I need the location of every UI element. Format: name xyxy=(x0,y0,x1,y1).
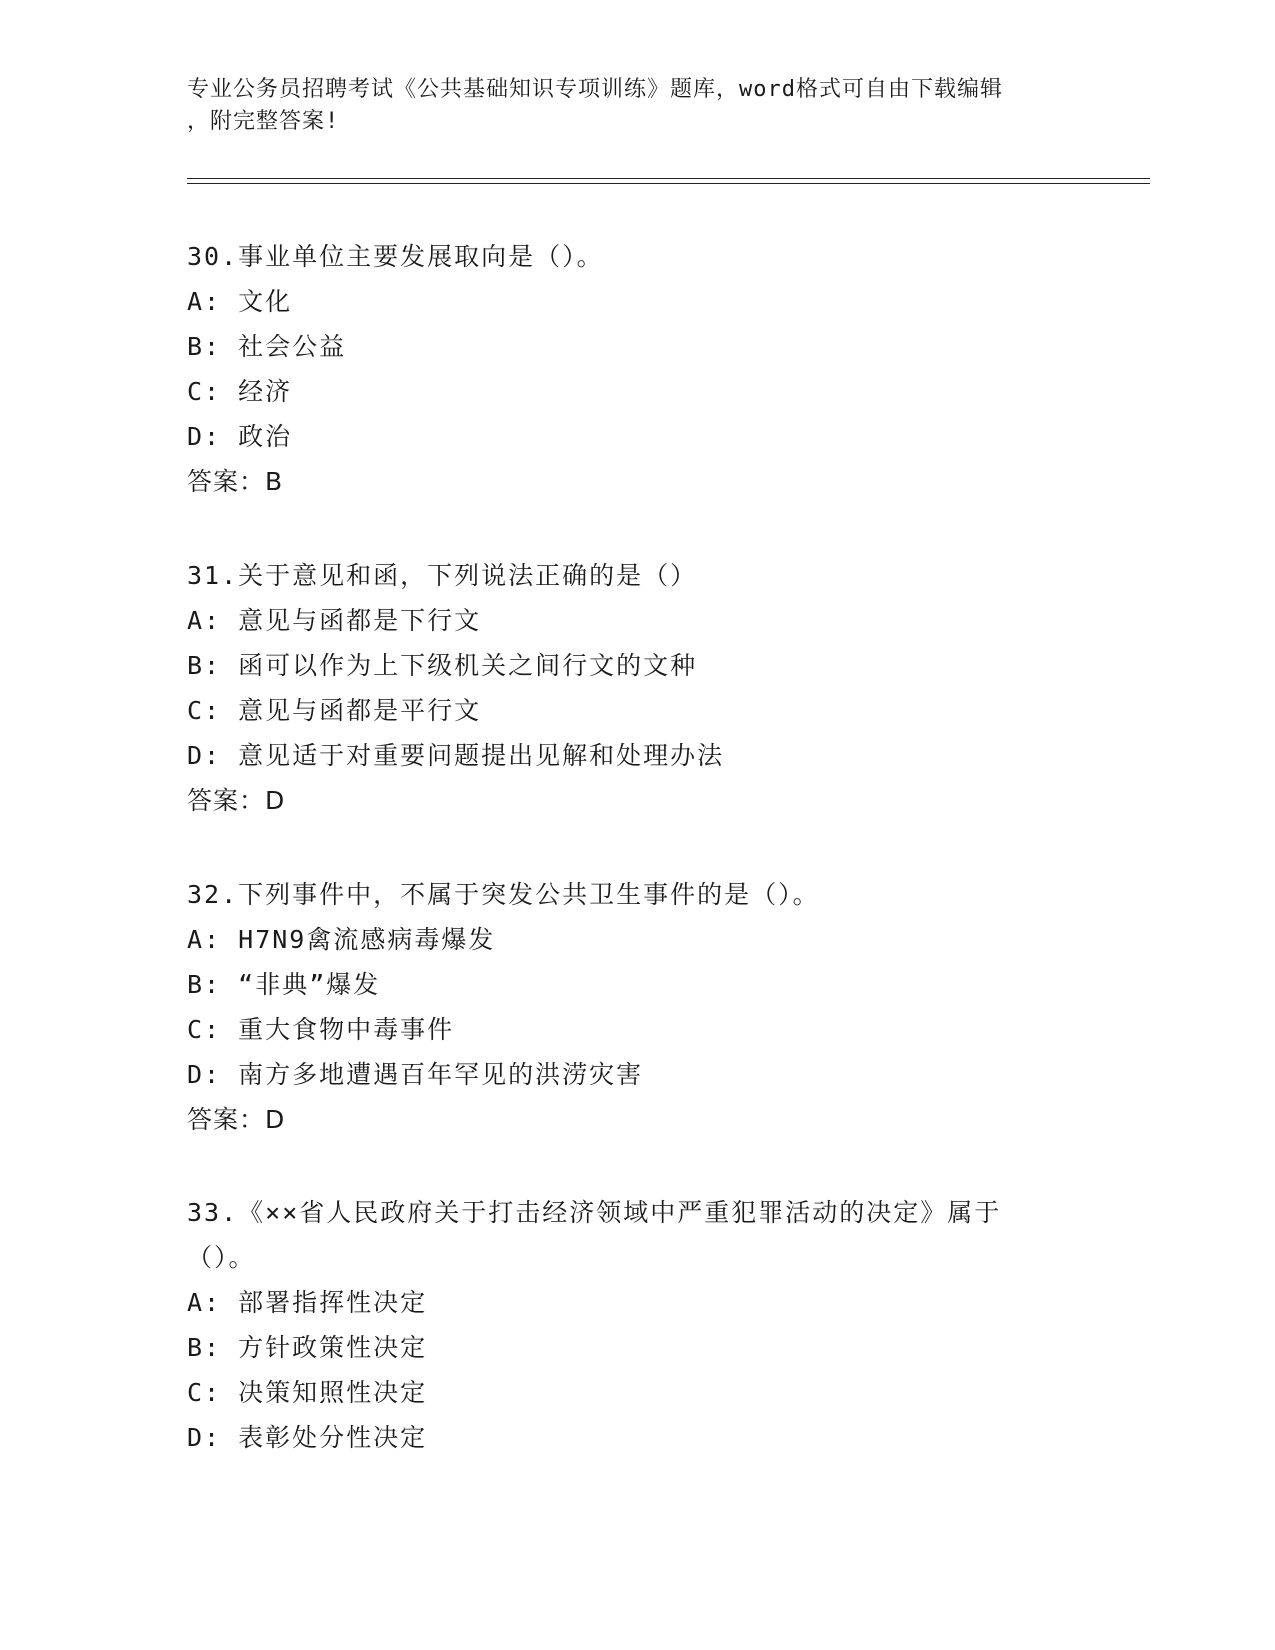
option-d: D: 政治 xyxy=(187,422,293,451)
option-c: C: 重大食物中毒事件 xyxy=(187,1015,455,1044)
question-stem-line-1: 33.《××省人民政府关于打击经济领域中严重犯罪活动的决定》属于 xyxy=(187,1198,1002,1227)
header-line-2: ，附完整答案! xyxy=(187,109,340,134)
question-30 xyxy=(187,234,1087,504)
question-stem-line-2: （）。 xyxy=(187,1243,256,1272)
option-d: D: 意见适于对重要问题提出见解和处理办法 xyxy=(187,741,725,770)
option-c: C: 意见与函都是平行文 xyxy=(187,696,482,725)
option-c: C: 经济 xyxy=(187,377,293,406)
question-stem: 31.关于意见和函，下列说法正确的是（） xyxy=(187,561,698,590)
question-stem: 30.事业单位主要发展取向是（）。 xyxy=(187,242,604,271)
header-divider-bottom xyxy=(187,183,1150,184)
option-a: A: 意见与函都是下行文 xyxy=(187,606,482,635)
option-b: B: 方针政策性决定 xyxy=(187,1333,428,1362)
question-32 xyxy=(187,872,1087,1142)
option-b: B: 函可以作为上下级机关之间行文的文种 xyxy=(187,651,698,680)
question-33 xyxy=(187,1190,1087,1460)
option-a: A: 部署指挥性决定 xyxy=(187,1288,428,1317)
question-stem: 32.下列事件中，不属于突发公共卫生事件的是（）。 xyxy=(187,880,820,909)
header-line-1: 专业公务员招聘考试《公共基础知识专项训练》题库，word格式可自由下载编辑 xyxy=(187,77,1003,102)
question-31 xyxy=(187,553,1087,823)
option-c: C: 决策知照性决定 xyxy=(187,1378,428,1407)
answer: 答案：D xyxy=(187,1105,286,1134)
option-d: D: 表彰处分性决定 xyxy=(187,1423,428,1452)
document-header xyxy=(187,74,1087,138)
option-d: D: 南方多地遭遇百年罕见的洪涝灾害 xyxy=(187,1060,644,1089)
answer: 答案：B xyxy=(187,467,284,496)
option-b: B: “非典”爆发 xyxy=(187,970,381,999)
option-a: A: 文化 xyxy=(187,287,293,316)
header-divider-top xyxy=(187,178,1150,179)
option-a: A: H7N9禽流感病毒爆发 xyxy=(187,925,496,954)
option-b: B: 社会公益 xyxy=(187,332,347,361)
answer: 答案：D xyxy=(187,786,286,815)
